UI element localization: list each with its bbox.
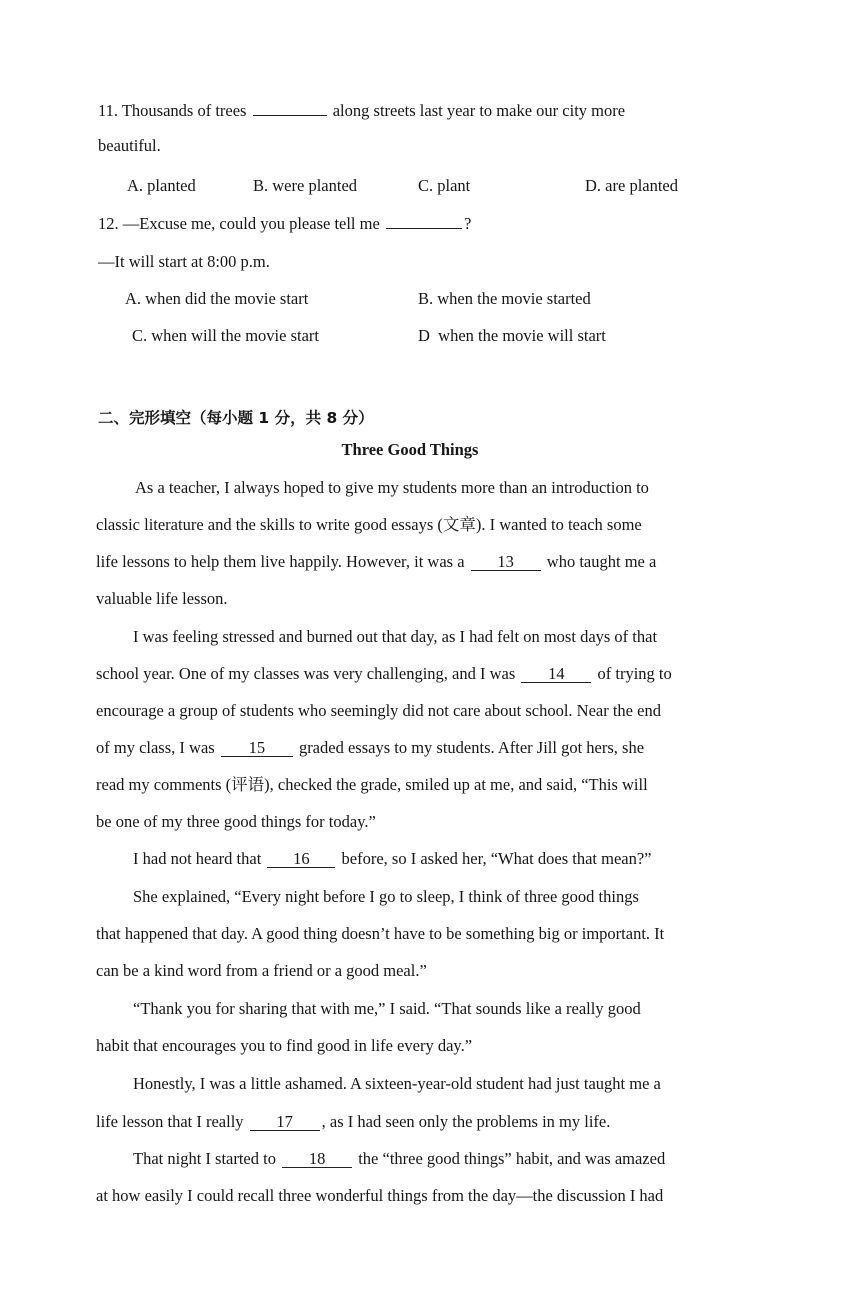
passage-line: As a teacher, I always hoped to give my students more than an introduction to	[135, 478, 649, 497]
passage-line: habit that encourages you to find good in life every day.”	[96, 1036, 473, 1055]
passage-line: read my comments (评语), checked the grade, smiled up at me, and said, “This will	[96, 775, 648, 794]
question-number: 11.	[98, 101, 119, 120]
question-text: Thousands of trees	[121, 101, 247, 120]
passage-title: Three Good Things	[341, 440, 479, 459]
passage-line: be one of my three good things for today.”	[96, 812, 376, 831]
passage-line: at how easily I could recall three wonderful things from the day—the discussion I had	[96, 1186, 664, 1205]
cloze-blank-13[interactable]: 13	[471, 553, 541, 571]
passage-line: life lesson that I really 17 , as I had seen only the problems in my life.	[96, 1112, 611, 1131]
passage-line: of my class, I was 15 graded essays to my students. After Jill got hers, she	[96, 738, 645, 757]
cloze-blank-18[interactable]: 18	[282, 1150, 352, 1168]
question-text: —Excuse me, could you please tell me	[122, 214, 380, 233]
option-d[interactable]: D when the movie will start	[418, 326, 606, 345]
option-a[interactable]: A. when did the movie start	[125, 289, 309, 308]
passage-line: She explained, “Every night before I go to sleep, I think of three good things	[133, 887, 639, 906]
question-number: 12.	[98, 214, 119, 233]
question-text: along streets last year to make our city more	[332, 101, 626, 120]
cloze-blank-17[interactable]: 17	[250, 1113, 320, 1131]
option-a[interactable]: A. planted	[127, 176, 196, 195]
cloze-blank-16[interactable]: 16	[267, 850, 335, 868]
question-11	[98, 100, 625, 122]
answer-line: —It will start at 8:00 p.m.	[98, 252, 270, 271]
option-d[interactable]: D. are planted	[585, 176, 679, 195]
passage-line: I had not heard that 16 before, so I asked her, “What does that mean?”	[133, 849, 652, 868]
option-c[interactable]: C. plant	[418, 176, 471, 195]
question-12: 12. —Excuse me, could you please tell me ?	[98, 214, 472, 233]
passage-line: that happened that day. A good thing doesn’t have to be something big or important. It	[96, 924, 665, 943]
question-text: beautiful.	[98, 136, 161, 155]
section-heading: 二、完形填空（每小题 1 分，共 8 分）	[98, 409, 374, 427]
passage-line: school year. One of my classes was very challenging, and I was 14 of trying to	[96, 664, 672, 683]
passage-line: valuable life lesson.	[96, 589, 228, 608]
passage-line: life lessons to help them live happily. However, it was a 13 who taught me a	[96, 552, 657, 571]
passage-line: can be a kind word from a friend or a good meal.”	[96, 961, 427, 980]
passage-line: classic literature and the skills to write good essays (文章). I wanted to teach some	[96, 515, 642, 534]
passage-line: That night I started to 18 the “three good things” habit, and was amazed	[133, 1149, 666, 1168]
answer-blank[interactable]	[386, 228, 462, 229]
answer-blank[interactable]	[253, 115, 327, 116]
option-b[interactable]: B. were planted	[253, 176, 358, 195]
option-c[interactable]: C. when will the movie start	[132, 326, 319, 345]
passage-line: Honestly, I was a little ashamed. A sixteen-year-old student had just taught me a	[133, 1074, 661, 1093]
passage-line: I was feeling stressed and burned out that day, as I had felt on most days of that	[133, 627, 658, 646]
cloze-blank-15[interactable]: 15	[221, 739, 293, 757]
passage-line: “Thank you for sharing that with me,” I said. “That sounds like a really good	[133, 999, 641, 1018]
option-b[interactable]: B. when the movie started	[418, 289, 591, 308]
cloze-blank-14[interactable]: 14	[521, 665, 591, 683]
passage-line: encourage a group of students who seemingly did not care about school. Near the end	[96, 701, 661, 720]
